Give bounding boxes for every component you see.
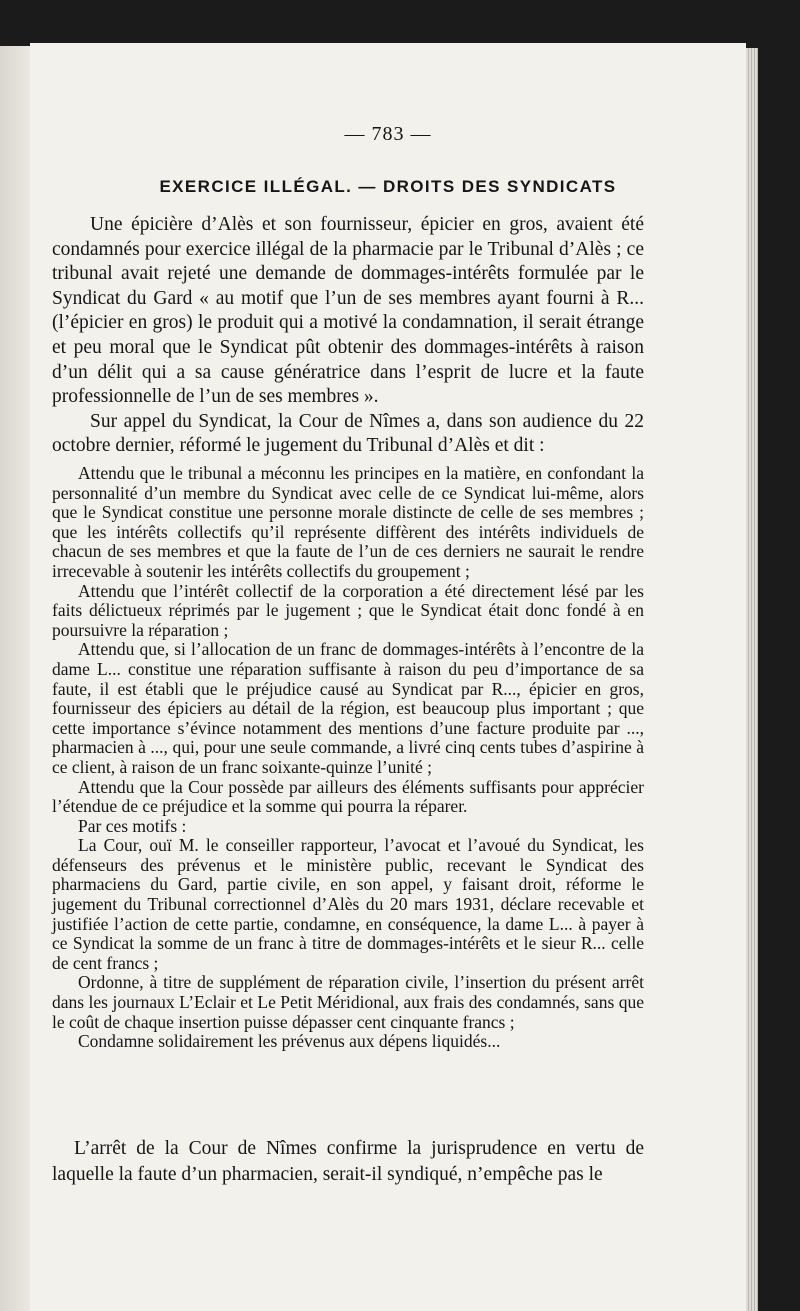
ruling-paragraph: Attendu que, si l’allocation de un franc de dommages-intérêts à l’encontre de la dame L... constitue une réparation suffisante à raison du peu d’importance de sa faute, il est établi que le préjudice causé au Syndicat par R..., épicier en gros, fournisseur des épiciers au détail de la région, est beaucoup plus important ; que cette importance s’évince notamment des mentions d’une facture produite par ..., pharmacien à ..., qui, pour une seule commande, a livré cinq cents tubes d’aspirine à ce client, à raison de un franc soixante-quinze l’unité ;: [52, 639, 644, 777]
closing-section: [52, 1136, 644, 1188]
page-stack-edges: [746, 48, 758, 1311]
ruling-paragraph: Attendu que l’intérêt collectif de la corporation a été directement lésé par les faits délictueux réprimés par le jugement ; que le Syndicat était donc fondé à en poursuivre la réparation ;: [52, 580, 644, 640]
ruling-paragraph: Condamne solidairement les prévenus aux dépens liquidés...: [78, 1031, 501, 1052]
ruling-paragraph: Par ces motifs :: [78, 815, 187, 836]
ruling-paragraph: La Cour, ouï M. le conseiller rapporteur, l’avocat et l’avoué du Syndicat, les défenseurs des prévenus et le ministère public, recevant le Syndicat des pharmaciens du Gard, partie civile, en son appel, y faisant droit, réforme le jugement du Tribunal correctionnel d’Alès du 20 mars 1931, déclare recevable et justifiée l’action de cette partie, condamne, en conséquence, la dame L... à payer à ce Syndicat la somme de un franc à titre de dommages-intérêts et le sieur R... celle de cent francs ;: [52, 835, 644, 973]
intro-paragraph: Sur appel du Syndicat, la Cour de Nîmes a, dans son audience du 22 octobre dernier, réformé le jugement du Tribunal d’Alès et dit :: [52, 410, 644, 457]
intro-section: [52, 213, 644, 459]
court-ruling-quote: [52, 464, 644, 1052]
intro-paragraph: Une épicière d’Alès et son fournisseur, épicier en gros, avaient été condamnés pour exercice illégal de la pharmacie par le Tribunal d’Alès ; ce tribunal avait rejeté une demande de dommages-intérêts formulée par le Syndicat du Gard « au motif que l’un de ses membres ayant fourni à R... (l’épicier en gros) le produit qui a motivé la condamnation, il serait étrange et peu moral que le Syndicat pût obtenir des dommages-intérêts à raison d’un délit qui a sa cause génératrice dans l’esprit de lucre et la faute professionnelle de l’un de ses membres ».: [52, 214, 644, 408]
ruling-paragraph: Attendu que la Cour possède par ailleurs des éléments suffisants pour apprécier l’étendue de ce préjudice et la somme qui pourra la réparer.: [52, 776, 644, 817]
ruling-paragraph: Ordonne, à titre de supplément de réparation civile, l’insertion du présent arrêt dans les journaux L’Eclair et Le Petit Méridional, aux frais des condamnés, sans que le coût de chaque insertion puisse dépasser cent cinquante francs ;: [52, 972, 644, 1032]
article-title: EXERCICE ILLÉGAL. — DROITS DES SYNDICATS: [159, 177, 617, 196]
ruling-paragraph: Attendu que le tribunal a méconnu les principes en la matière, en confondant la personnalité d’un membre du Syndicat avec celle de ce Syndicat lui-même, alors que le Syndicat constitue une personne morale distincte de celle de ses membres ; que les intérêts collectifs qu’il représente diffèrent des intérêts individuels de chacun de ses membres et que la faute de l’un de ces derniers ne saurait le rendre irrecevable à soutenir les intérêts collectifs du groupement ;: [52, 463, 644, 581]
left-page-edge: [0, 46, 30, 1311]
page-number: — 783 —: [344, 123, 432, 145]
closing-paragraph: L’arrêt de la Cour de Nîmes confirme la jurisprudence en vertu de laquelle la faute d’un pharmacien, serait-il syndiqué, n’empêche pas le: [52, 1138, 644, 1185]
page: [30, 43, 746, 1311]
